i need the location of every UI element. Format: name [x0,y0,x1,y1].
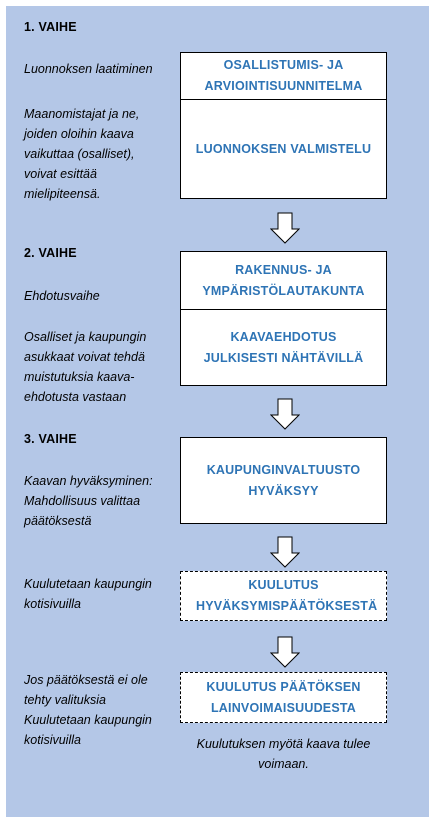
announced-text: Kuulutetaan kaupungin kotisivuilla [24,577,152,611]
draft-text: Luonnoksen laatiminen [24,62,153,76]
announce-decision-label: KUULUTUS HYVÄKSYMISPÄÄTÖKSESTÄ [196,578,378,613]
down-arrow-icon [270,636,300,668]
down-arrow-icon [270,212,300,244]
announce-legal-label: KUULUTUS PÄÄTÖKSEN LAINVOIMAISUUDESTA [206,679,361,715]
participation-plan-box [180,52,387,100]
phase-2-heading: 2. VAIHE [24,246,77,260]
draft-preparation-label: LUONNOKSEN VALMISTELU [195,141,372,156]
no-appeal-text: Jos päätöksestä ei ole tehty valituksia Kuulutetaan kaupungin kotisivuilla [24,673,152,747]
participation-plan-label: OSALLISTUMIS- JA ARVIOINTISUUNNITELMA [204,58,363,93]
council-label: KAUPUNGINVALTUUSTO HYVÄKSYY [206,462,361,498]
council-box [180,437,387,524]
public-proposal-box [180,309,387,386]
down-arrow-icon [270,536,300,568]
phase-3-heading: 3. VAIHE [24,432,77,446]
down-arrow-icon [270,398,300,430]
proposal-phase-text: Ehdotusvaihe [24,289,100,303]
landowners-text: Maanomistajat ja ne, joiden oloihin kaava vaikuttaa (osalliset), voivat esittää mielipiteensä. [24,107,140,201]
announce-decision-box [180,571,387,621]
board-box [180,251,387,310]
draft-preparation-box [180,99,387,199]
final-note: Kuulutuksen myötä kaava tulee voimaan. [196,737,371,771]
public-proposal-label: KAAVAEHDOTUS JULKISESTI NÄHTÄVILLÄ [203,329,364,365]
board-label: RAKENNUS- JA YMPÄRISTÖLAUTAKUNTA [202,262,365,298]
reminders-text: Osalliset ja kaupungin asukkaat voivat tehdä muistutuksia kaava-ehdotusta vastaan [24,330,147,404]
announce-legal-box [180,672,387,723]
phase-1-heading: 1. VAIHE [24,20,77,34]
approval-text: Kaavan hyväksyminen: Mahdollisuus valittaa päätöksestä [24,474,153,528]
